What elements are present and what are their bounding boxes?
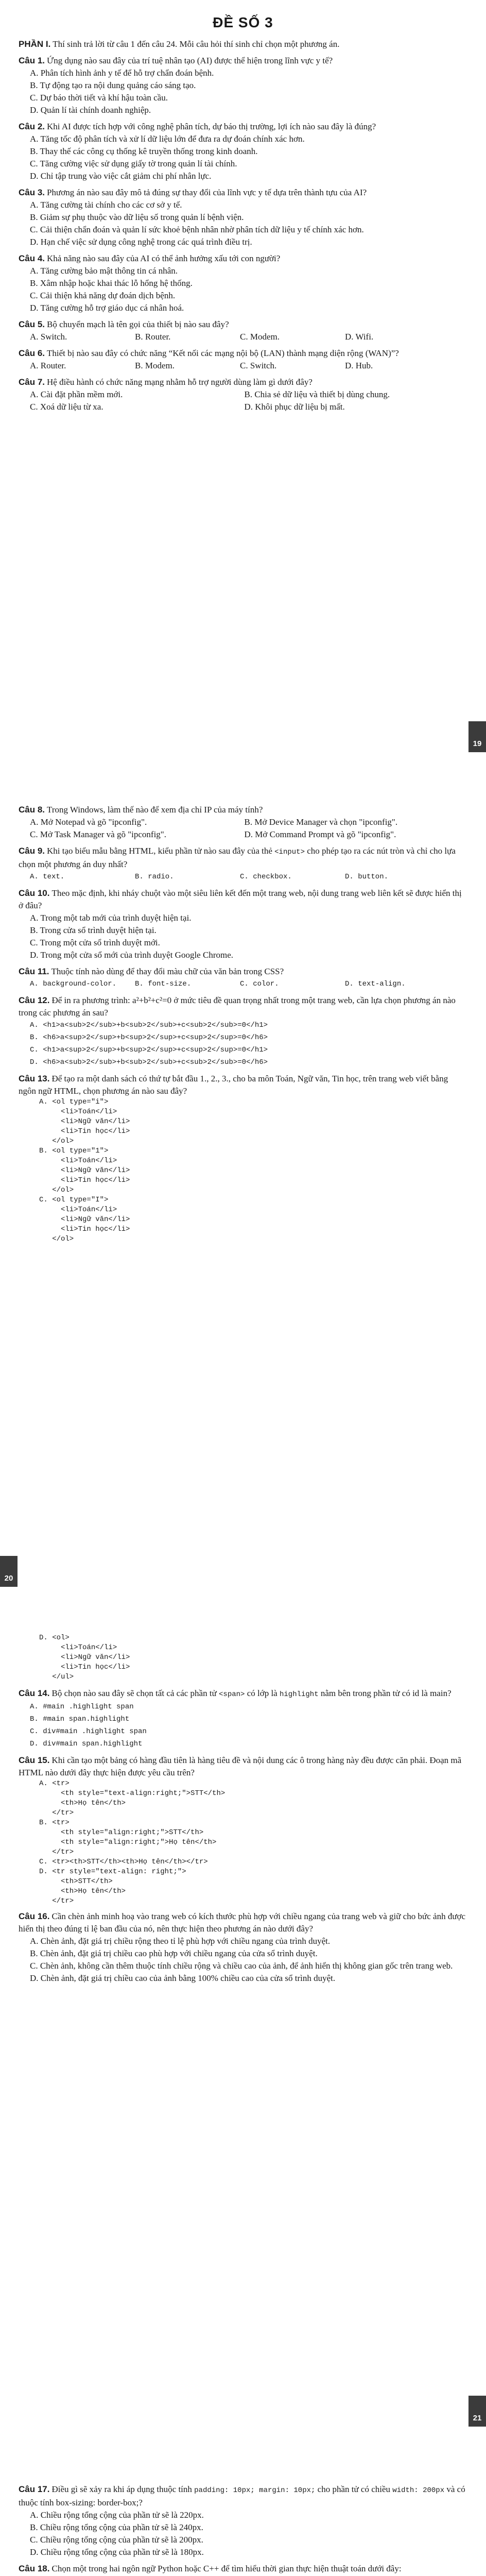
- question-stem: Thuộc tính nào dùng để thay đổi màu chữ của văn bản trong CSS?: [51, 967, 284, 976]
- option-b: B. Tự động tạo ra nội dung quảng cáo sáng tạo.: [30, 80, 196, 90]
- option-d: D. Mở Command Prompt và gõ "ipconfig".: [244, 829, 396, 839]
- question-3: [19, 187, 467, 248]
- option-c: C. <tr><th>STT</th><th>Họ tên</th></tr>: [39, 1858, 208, 1866]
- question-stem: Để tạo ra một danh sách có thứ tự bắt đầu 1., 2., 3., cho ba môn Toán, Ngữ văn, Tin học, trên trang web viết bằng ngôn ngữ HTML, chọn phương án nào sau đây?: [19, 1074, 448, 1096]
- option-a: A. Chèn ảnh, đặt giá trị chiều rộng theo tỉ lệ phù hợp với chiều ngang của trình duyệt.: [30, 1936, 331, 1946]
- code-snippet: <input>: [274, 848, 305, 856]
- option-b: B. Chia sẻ dữ liệu và thiết bị dùng chung.: [244, 389, 390, 399]
- option-a: A. <tr> <th style="text-align:right;">STT</th> <th>Họ tên</th> </tr>: [39, 1780, 225, 1817]
- question-number: Câu 15.: [19, 1755, 50, 1765]
- option-c: C. Trong một cửa sổ trình duyệt mới.: [30, 938, 160, 947]
- page-2: [0, 804, 486, 1607]
- question-number: Câu 6.: [19, 348, 45, 358]
- part-instructions: [19, 38, 467, 50]
- part-text: Thí sinh trả lời từ câu 1 đến câu 24. Mỗi câu hỏi thí sinh chỉ chọn một phương án.: [53, 39, 340, 49]
- option-d: D. text-align.: [345, 980, 406, 988]
- question-5: [19, 318, 467, 343]
- option-b: B. Xâm nhập hoặc khai thác lỗ hổng hệ thống.: [30, 278, 193, 288]
- option-b: B. Trong cửa sổ trình duyệt hiện tại.: [30, 925, 157, 935]
- option-d: D. Hub.: [345, 361, 373, 370]
- question-stem: Điều gì sẽ xảy ra khi áp dụng thuộc tính: [51, 2484, 192, 2494]
- option-a: A. #main .highlight span: [30, 1703, 134, 1711]
- part-label: PHẦN I.: [19, 39, 51, 49]
- question-number: Câu 14.: [19, 1688, 50, 1698]
- question-number: Câu 1.: [19, 56, 45, 65]
- question-stem: Bộ chọn nào sau đây sẽ chọn tất cả các phần tử: [51, 1688, 217, 1698]
- option-d: D. Hạn chế việc sử dụng công nghệ trong các quá trình điều trị.: [30, 237, 252, 247]
- page-number: 20: [0, 1556, 18, 1587]
- option-b: B. Chèn ảnh, đặt giá trị chiều cao phù hợp với chiều ngang của cửa sổ trình duyệt.: [30, 1948, 318, 1958]
- option-b: B. Giảm sự phụ thuộc vào dữ liệu số trong quản lí bệnh viện.: [30, 212, 244, 222]
- question-18: [19, 2563, 467, 2576]
- option-a: A. Cài đặt phần mềm mới.: [30, 389, 123, 399]
- option-b: B. <h6>a<sup>2</sup>+b<sup>2</sup>+c<sup>2</sup>=0</h6>: [30, 1033, 268, 1042]
- option-a: A. <h1>a<sub>2</sub>+b<sub>2</sub>+c<sub>2</sub>=0</h1>: [30, 1021, 268, 1029]
- question-number: Câu 7.: [19, 377, 45, 387]
- code-snippet: width: 200px: [392, 2486, 445, 2495]
- question-number: Câu 18.: [19, 2564, 50, 2573]
- question-stem: Để in ra phương trình: a²+b²+c²=0 ở mức tiêu đề quan trọng nhất trong một trang web, cần lựa chọn phương án nào trong các phương án sau?: [19, 995, 456, 1018]
- option-a: A. Mở Notepad và gõ "ipconfig".: [30, 817, 147, 827]
- option-c: C. <ol type="I"> <li>Toán</li> <li>Ngữ văn</li> <li>Tin học</li> </ol>: [39, 1196, 130, 1243]
- question-12: [19, 994, 467, 1069]
- question-14: [19, 1687, 467, 1750]
- question-number: Câu 3.: [19, 188, 45, 197]
- question-13: [19, 1073, 467, 1244]
- question-number: Câu 2.: [19, 122, 45, 131]
- option-a: A. Tăng cường bảo mật thông tin cá nhân.: [30, 266, 178, 276]
- question-6: [19, 347, 467, 372]
- option-d: D. Wifi.: [345, 332, 374, 342]
- question-stem-cont: nằm bên trong phần tử có id là main?: [320, 1688, 452, 1698]
- question-number: Câu 9.: [19, 846, 45, 856]
- option-d: D. Trong một cửa sổ mới của trình duyệt Google Chrome.: [30, 950, 234, 960]
- option-c: C. Modem.: [240, 332, 280, 342]
- option-c: C. Cải thiện chẩn đoán và quản lí sức khoẻ bệnh nhân nhờ phân tích dữ liệu y tế chính xác hơn.: [30, 225, 364, 234]
- option-c: C. div#main .highlight span: [30, 1727, 147, 1736]
- page-4: [0, 2483, 486, 2576]
- question-number: Câu 13.: [19, 1074, 50, 1083]
- option-b: B. Modem.: [135, 361, 175, 370]
- code-snippet: <span>: [219, 1690, 245, 1699]
- option-d: D. Chèn ảnh, đặt giá trị chiều cao của ảnh bằng 100% chiều cao của cửa sổ trình duyệt.: [30, 1973, 336, 1983]
- question-stem: Ứng dụng nào sau đây của trí tuệ nhân tạo (AI) được thể hiện trong lĩnh vực y tế?: [47, 56, 333, 65]
- option-d: D. Chiều rộng tổng cộng của phần tử sẽ là 180px.: [30, 2547, 204, 2557]
- question-15: [19, 1754, 467, 1906]
- question-stem: Chọn một trong hai ngôn ngữ Python hoặc C++ để tìm hiểu thời gian thực hiện thuật toán dưới đây:: [51, 2564, 402, 2573]
- option-a: A. Chiều rộng tổng cộng của phần tử sẽ là 220px.: [30, 2510, 204, 2520]
- option-a: A. background-color.: [30, 980, 117, 988]
- question-8: [19, 804, 467, 841]
- option-a: A. Switch.: [30, 332, 67, 342]
- question-number: Câu 11.: [19, 967, 49, 976]
- question-10: [19, 887, 467, 961]
- option-d: D. <h6>a<sub>2</sub>+b<sub>2</sub>+c<sub>2</sub>=0</h6>: [30, 1058, 268, 1066]
- option-a: A. Tăng cường tài chính cho các cơ sở y tế.: [30, 200, 182, 210]
- option-c: C. Mở Task Manager và gõ "ipconfig".: [30, 829, 166, 839]
- code-snippet: padding: 10px; margin: 10px;: [194, 2486, 316, 2495]
- question-stem-mid: cho phần tử có chiều: [317, 2484, 391, 2494]
- question-7: [19, 376, 467, 413]
- option-b: B. #main span.highlight: [30, 1715, 130, 1723]
- question-stem: Thiết bị nào sau đây có chức năng “Kết nối các mạng nội bộ (LAN) thành mạng diện rộng (WAN)”?: [47, 348, 399, 358]
- option-c: C. <h1>a<sup>2</sup>+b<sup>2</sup>+c<sup>2</sup>=0</h1>: [30, 1046, 268, 1054]
- option-d: D. Tăng cường hỗ trợ giáo dục cá nhân hoá.: [30, 303, 184, 313]
- option-c: C. checkbox.: [240, 873, 292, 881]
- question-11: [19, 965, 467, 990]
- page-number: 19: [468, 721, 486, 752]
- option-d: D. Khôi phục dữ liệu bị mất.: [244, 402, 345, 412]
- option-b: B. radio.: [135, 873, 174, 881]
- question-number: Câu 8.: [19, 805, 45, 815]
- question-stem-cont: và có thuộc tính box-sizing: border-box;?: [19, 2484, 465, 2507]
- option-d: D. button.: [345, 873, 389, 881]
- option-c: C. Dự báo thời tiết và khí hậu toàn cầu.: [30, 93, 168, 103]
- question-stem: Trong Windows, làm thế nào để xem địa chỉ IP của máy tính?: [47, 805, 263, 815]
- page-3: [0, 1633, 486, 2458]
- option-a: A. <ol type="i"> <li>Toán</li> <li>Ngữ văn</li> <li>Tin học</li> </ol>: [39, 1098, 130, 1145]
- option-b: B. font-size.: [135, 980, 192, 988]
- question-stem: Bộ chuyển mạch là tên gọi của thiết bị nào sau đây?: [47, 319, 229, 329]
- code-snippet: highlight: [279, 1690, 319, 1699]
- option-d: D. div#main span.highlight: [30, 1740, 143, 1748]
- question-stem: Theo mặc định, khi nháy chuột vào một siêu liên kết đến một trang web, nội dung trang web liên kết sẽ được hiển thị ở đâu?: [19, 888, 462, 910]
- question-stem: Hệ điều hành có chức năng mạng nhằm hỗ trợ người dùng làm gì dưới đây?: [47, 377, 313, 387]
- question-1: [19, 55, 467, 116]
- question-9: [19, 845, 467, 883]
- option-c: C. Cải thiện khả năng dự đoán dịch bệnh.: [30, 291, 176, 300]
- question-number: Câu 17.: [19, 2484, 50, 2494]
- page-1: [0, 0, 486, 778]
- option-a: A. Tăng tốc độ phân tích và xử lí dữ liệu lớn để đưa ra dự đoán chính xác hơn.: [30, 134, 305, 144]
- question-stem-mid: có lớp là: [247, 1688, 277, 1698]
- option-a: A. Router.: [30, 361, 66, 370]
- option-d: D. Chỉ tập trung vào việc cắt giảm chi phí nhân lực.: [30, 171, 212, 181]
- question-4: [19, 252, 467, 314]
- option-b: B. Mở Device Manager và chọn "ipconfig".: [244, 817, 398, 827]
- option-d: D. <tr style="text-align: right;"> <th>STT</th> <th>Họ tên</th> </tr>: [39, 1868, 186, 1905]
- option-b: B. Thay thế các công cụ thống kê truyền thống trong kinh doanh.: [30, 146, 258, 156]
- exam-title: ĐỀ SỐ 3: [213, 14, 273, 30]
- option-c: C. Tăng cường việc sử dụng giấy tờ trong quản lí tài chính.: [30, 159, 237, 168]
- option-d: D. <ol> <li>Toán</li> <li>Ngữ văn</li> <li>Tin học</li> </ul>: [39, 1634, 130, 1681]
- question-number: Câu 16.: [19, 1911, 50, 1921]
- question-stem: Cần chèn ảnh minh hoạ vào trang web có kích thước phù hợp với chiều ngang của trang web và giữ cho bức ảnh được hiển thị theo đúng tỉ lệ ban đầu của nó, nên thực hiện theo phương án nào dưới đây?: [19, 1911, 466, 1934]
- option-c: C. Chiều rộng tổng cộng của phần tử sẽ là 200px.: [30, 2535, 203, 2545]
- option-d: D. Quản lí tài chính doanh nghiệp.: [30, 105, 151, 115]
- option-b: B. <ol type="1"> <li>Toán</li> <li>Ngữ văn</li> <li>Tin học</li> </ol>: [39, 1147, 130, 1194]
- question-stem: Khi cần tạo một bảng có hàng đầu tiên là hàng tiêu đề và nội dung các ô trong hàng này đều được căn phải. Đoạn mã HTML nào dưới đây thực hiện được yêu cầu trên?: [19, 1755, 462, 1777]
- question-16: [19, 1910, 467, 1985]
- option-c: C. color.: [240, 980, 279, 988]
- question-stem: Khi tạo biểu mẫu bằng HTML, kiểu phần tử nào sau đây của thẻ: [47, 846, 272, 856]
- page-number: 21: [468, 2396, 486, 2427]
- question-17: [19, 2483, 467, 2558]
- question-number: Câu 4.: [19, 253, 45, 263]
- question-stem-cont: cho phép tạo ra các nút tròn và chỉ cho lựa chọn một phương án duy nhất?: [19, 846, 456, 869]
- question-stem: Phương án nào sau đây mô tả đúng sự thay đổi của lĩnh vực y tế dựa trên thành tựu của AI?: [47, 188, 367, 197]
- question-stem: Khả năng nào sau đây của AI có thể ảnh hưởng xấu tới con người?: [47, 253, 281, 263]
- option-c: C. Xoá dữ liệu từ xa.: [30, 402, 103, 412]
- option-c: C. Chèn ảnh, không cần thêm thuộc tính chiều rộng và chiều cao của ảnh, để ảnh hiển thị không gian gốc trên trang web.: [30, 1961, 453, 1971]
- question-number: Câu 12.: [19, 995, 50, 1005]
- question-stem: Khi AI được tích hợp với công nghệ phân tích, dự báo thị trường, lợi ích nào sau đây là đúng?: [47, 122, 376, 131]
- option-b: B. Router.: [135, 332, 171, 342]
- option-a: A. text.: [30, 873, 65, 881]
- option-c: C. Switch.: [240, 361, 277, 370]
- question-2: [19, 121, 467, 182]
- option-b: B. Chiều rộng tổng cộng của phần tử sẽ là 240px.: [30, 2522, 203, 2532]
- option-a: A. Phân tích hình ảnh y tế để hỗ trợ chẩn đoán bệnh.: [30, 68, 214, 78]
- option-b: B. <tr> <th style="align:right;">STT</th> <th style="align:right;">Họ tên</th> </tr>: [39, 1819, 217, 1856]
- option-a: A. Trong một tab mới của trình duyệt hiện tại.: [30, 913, 192, 923]
- question-number: Câu 5.: [19, 319, 45, 329]
- question-number: Câu 10.: [19, 888, 50, 898]
